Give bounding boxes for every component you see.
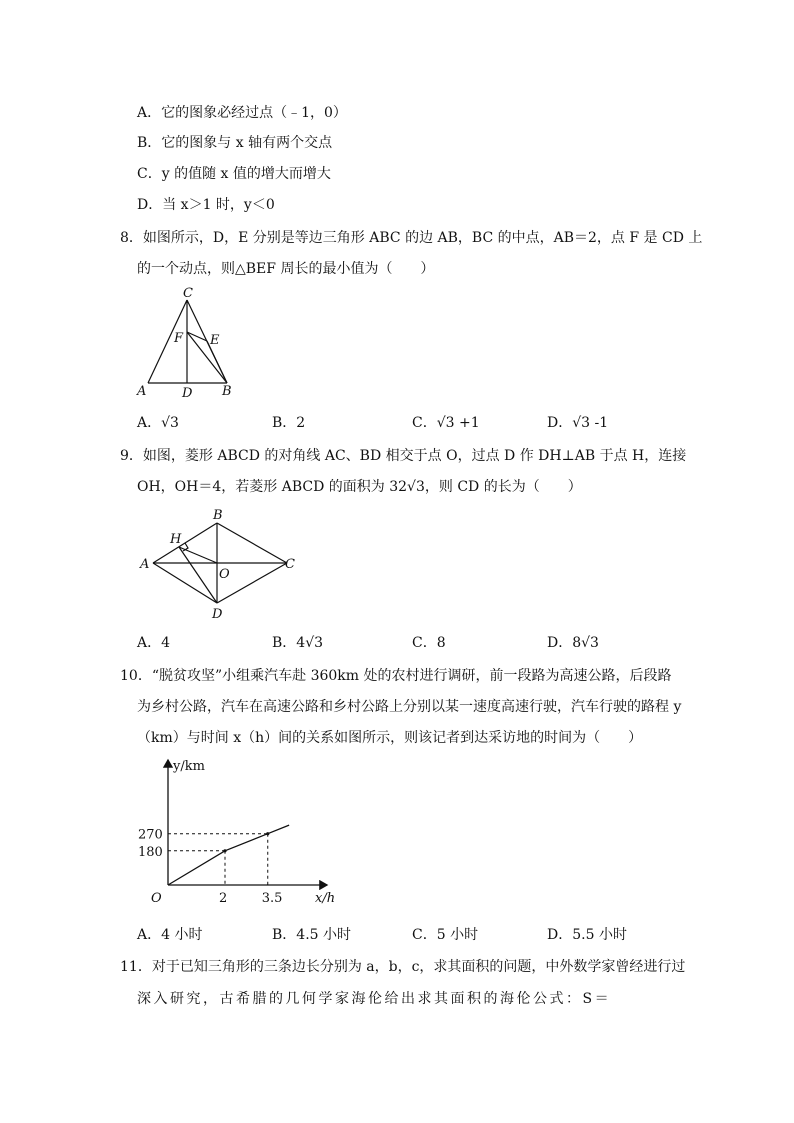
q8-option-b: B．2 (272, 415, 306, 431)
q10-option-b: B．4.5 小时 (272, 927, 352, 943)
q8-option-a: A．√3 (137, 415, 179, 431)
q10-y-axis-label: y/km (173, 759, 205, 774)
q8-label-d: D (182, 386, 193, 401)
q10-stem-line2: 为乡村公路，汽车在高速公路和乡村公路上分别以某一速度高速行驶，汽车行驶的路程 y (137, 699, 682, 715)
q9-label-a: A (140, 557, 150, 572)
q8-label-b: B (222, 384, 232, 399)
q9-option-a: A．4 (137, 635, 171, 651)
q11-stem-line2: 深入研究，古希腊的几何学家海伦给出求其面积的海伦公式：S＝ (137, 991, 612, 1007)
q8-segment-fb (187, 332, 227, 383)
q10-stem-line1: 10．“脱贫攻坚”小组乘汽车赴 360km 处的农村进行调研，前一段路为高速公路，后段路 (120, 668, 672, 684)
q9-option-b: B．4√3 (272, 635, 324, 651)
q9-label-c: C (285, 557, 295, 572)
q10-option-a: A．4 小时 (137, 927, 203, 943)
q7-option-b: B．它的图象与 x 轴有两个交点 (137, 135, 333, 151)
q9-label-h: H (170, 532, 182, 547)
q10-x-axis-label: x/h (315, 891, 336, 906)
q11-stem-line1: 11．对于已知三角形的三条边长分别为 a，b，c，求其面积的问题，中外数学家曾经进行过 (120, 959, 686, 975)
q8-label-c: C (183, 286, 193, 301)
q8-stem-line2: 的一个动点，则△BEF 周长的最小值为（ ） (137, 261, 435, 277)
q8-label-a: A (137, 384, 147, 399)
q9-edge-da (153, 563, 217, 603)
q10-y-tick-label: 270 (138, 827, 163, 843)
q10-stem-line3: （km）与时间 x（h）间的关系如图所示，则该记者到达采访地的时间为（ ） (137, 730, 643, 746)
q8-triangle-figure (130, 285, 260, 405)
q10-option-d: D．5.5 小时 (547, 927, 627, 943)
q8-label-e: E (210, 333, 220, 348)
q8-option-d: D．√3 -1 (547, 415, 609, 431)
q9-rhombus-figure (135, 505, 305, 625)
q7-option-c: C．y 的值随 x 值的增大而增大 (137, 166, 331, 182)
q9-edge-bc (217, 523, 287, 563)
q10-y-tick-label: 180 (138, 844, 163, 860)
q10-data-point (266, 832, 269, 835)
q8-option-c: C．√3 +1 (412, 415, 480, 431)
q9-option-d: D．8√3 (547, 635, 599, 651)
q8-stem-line1: 8．如图所示，D，E 分别是等边三角形 ABC 的边 AB，BC 的中点，AB＝2，点 F 是 CD 上 (120, 230, 703, 246)
q10-distance-time-chart (135, 752, 355, 917)
q9-label-b: B (213, 508, 223, 523)
q9-option-c: C．8 (412, 635, 446, 651)
q10-data-point (223, 849, 226, 852)
q9-label-o: O (219, 567, 230, 582)
q8-label-f: F (174, 331, 184, 346)
q10-origin-label: O (151, 891, 162, 906)
q10-option-c: C．5 小时 (412, 927, 479, 943)
q9-stem-line2: OH，OH＝4，若菱形 ABCD 的面积为 32√3，则 CD 的长为（ ） (137, 479, 582, 495)
q9-stem-line1: 9．如图，菱形 ABCD 的对角线 AC、BD 相交于点 O，过点 D 作 DH⊥AB 于点 H，连接 (120, 448, 687, 464)
q9-label-d: D (212, 607, 223, 622)
q10-x-tick-label: 2 (219, 891, 228, 906)
q7-option-a: A．它的图象必经过点（﹣1，0） (137, 105, 347, 121)
q7-option-d: D．当 x＞1 时，y＜0 (137, 197, 275, 213)
q10-x-tick-label: 3.5 (261, 891, 283, 906)
